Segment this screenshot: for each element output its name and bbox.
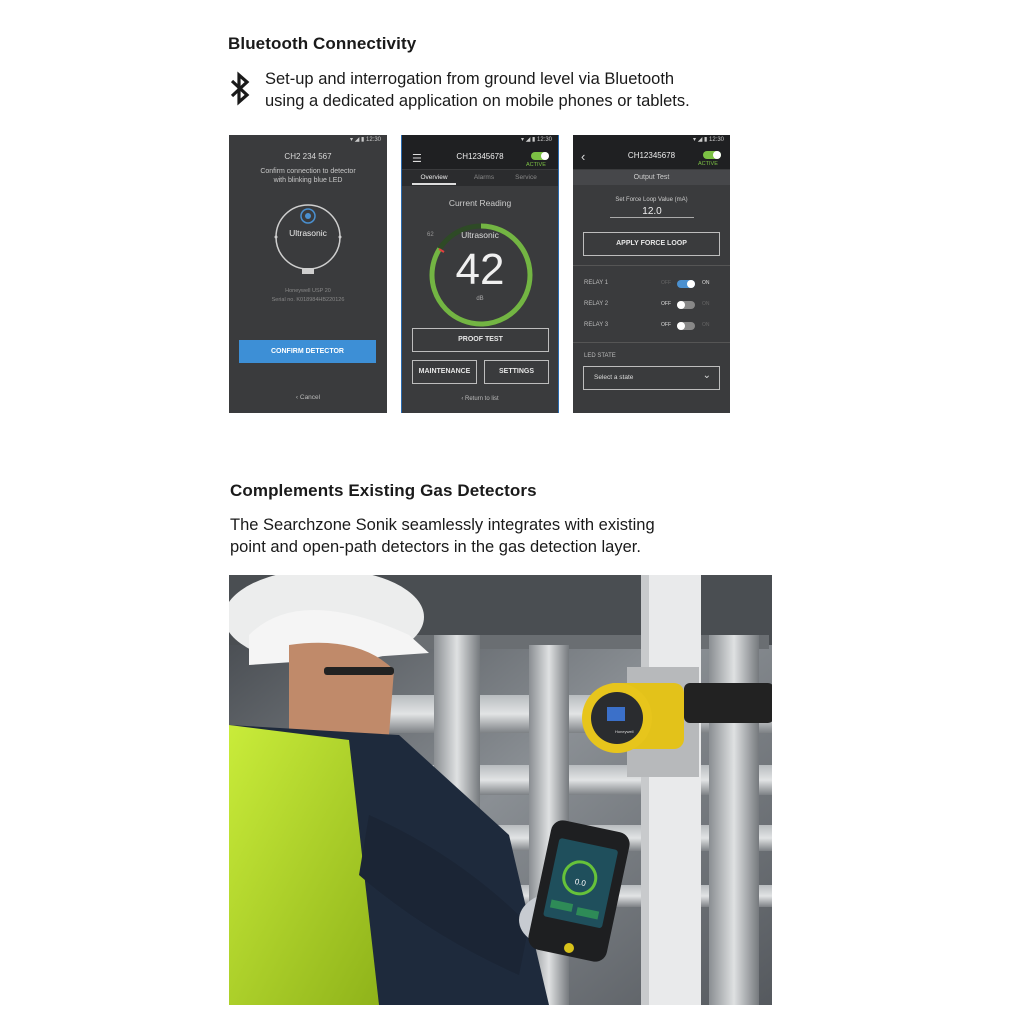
tab-bar: [402, 170, 558, 186]
section-heading-complements: Complements Existing Gas Detectors: [230, 481, 537, 500]
phone-screen-confirm: [229, 135, 387, 413]
industrial-photo: [229, 575, 772, 1005]
maintenance-button[interactable]: MAINTENANCE: [412, 360, 477, 384]
dial-label: Ultrasonic: [289, 228, 327, 238]
relay-off-label: OFF: [661, 301, 671, 307]
relay-2-toggle[interactable]: [677, 301, 695, 309]
led-select-value: Select a state: [594, 374, 634, 381]
force-loop-label: Set Force Loop Value (mA): [615, 197, 688, 203]
relay-on-label: ON: [702, 301, 710, 307]
relay-label: RELAY 1: [584, 280, 609, 286]
photo-illustration: [229, 575, 772, 1005]
status-bar: ▾ ◢ ▮ 12:30: [693, 137, 724, 143]
tab-overview[interactable]: Overview: [412, 174, 456, 185]
alarm-marker: 62: [427, 232, 434, 238]
relay-label: RELAY 3: [584, 322, 609, 328]
phone-screen-output-test: [573, 135, 730, 413]
divider: [573, 265, 730, 266]
handheld-reading: 0.0: [573, 877, 587, 889]
phone-screen-overview: [401, 135, 559, 413]
menu-icon[interactable]: ☰: [412, 153, 422, 165]
device-id: CH12345678: [456, 152, 504, 161]
active-toggle[interactable]: [531, 152, 549, 160]
apply-force-loop-button[interactable]: APPLY FORCE LOOP: [583, 232, 720, 256]
chevron-left-icon: ‹: [295, 394, 300, 401]
chevron-left-icon: ‹: [461, 396, 465, 402]
text-line: using a dedicated application on mobile phones or tablets.: [265, 92, 690, 110]
return-link[interactable]: [402, 396, 558, 402]
status-bar: ▾ ◢ ▮ 12:30: [350, 137, 381, 143]
section-heading-bluetooth: Bluetooth Connectivity: [228, 34, 417, 53]
cancel-label: Cancel: [299, 394, 321, 401]
proof-test-button[interactable]: PROOF TEST: [412, 328, 549, 352]
device-model: Honeywell USP 20: [285, 288, 331, 294]
relay-off-label: OFF: [661, 322, 671, 328]
relay-on-label: ON: [702, 280, 710, 286]
relay-3-toggle[interactable]: [677, 322, 695, 330]
relay-label: RELAY 2: [584, 301, 609, 307]
complements-description: [230, 514, 655, 558]
return-label: Return to list: [464, 396, 499, 402]
back-arrow-icon[interactable]: ‹: [581, 149, 586, 164]
device-id: CH12345678: [627, 151, 676, 160]
reading-value: 42: [455, 245, 505, 294]
force-loop-input[interactable]: 12.0: [610, 206, 694, 218]
status-time: 12:30: [536, 137, 552, 143]
chevron-down-icon: ⌄: [702, 370, 711, 381]
bluetooth-description: [265, 68, 690, 112]
bluetooth-icon: [228, 71, 252, 107]
led-state-label: LED STATE: [584, 353, 616, 359]
divider: [573, 342, 730, 343]
relay-on-label: ON: [702, 322, 710, 328]
instruction-line: with blinking blue LED: [273, 177, 343, 184]
cancel-link[interactable]: [229, 394, 387, 401]
device-id: CH2 234 567: [284, 152, 332, 161]
settings-button[interactable]: SETTINGS: [484, 360, 549, 384]
led-state-select[interactable]: [583, 366, 720, 390]
relay-1-toggle[interactable]: [677, 280, 695, 288]
text-line: point and open-path detectors in the gas detection layer.: [230, 538, 641, 556]
instruction-line: Confirm connection to detector: [260, 168, 356, 175]
reading-title: Current Reading: [448, 198, 512, 208]
tab-alarms[interactable]: Alarms: [473, 174, 495, 181]
relay-off-label: OFF: [661, 280, 671, 286]
section-title: Output Test: [573, 170, 730, 185]
status-time: 12:30: [708, 137, 724, 143]
text-line: Set-up and interrogation from ground level via Bluetooth: [265, 70, 675, 88]
reading-label: Ultrasonic: [461, 230, 499, 240]
active-toggle[interactable]: [703, 151, 721, 159]
device-serial: Serial no. K018984HB220126: [271, 297, 345, 303]
tab-service[interactable]: Service: [515, 174, 537, 181]
detector-brand: Honeywell: [615, 729, 634, 734]
active-status: ACTIVE: [526, 162, 546, 168]
active-status: ACTIVE: [698, 161, 718, 167]
status-time: 12:30: [365, 137, 381, 143]
status-bar: ▾ ◢ ▮ 12:30: [521, 137, 552, 143]
text-line: The Searchzone Sonik seamlessly integrates with existing: [230, 516, 655, 534]
confirm-detector-button[interactable]: CONFIRM DETECTOR: [239, 340, 376, 363]
confirm-instruction: [229, 167, 387, 185]
reading-unit: dB: [476, 296, 484, 302]
